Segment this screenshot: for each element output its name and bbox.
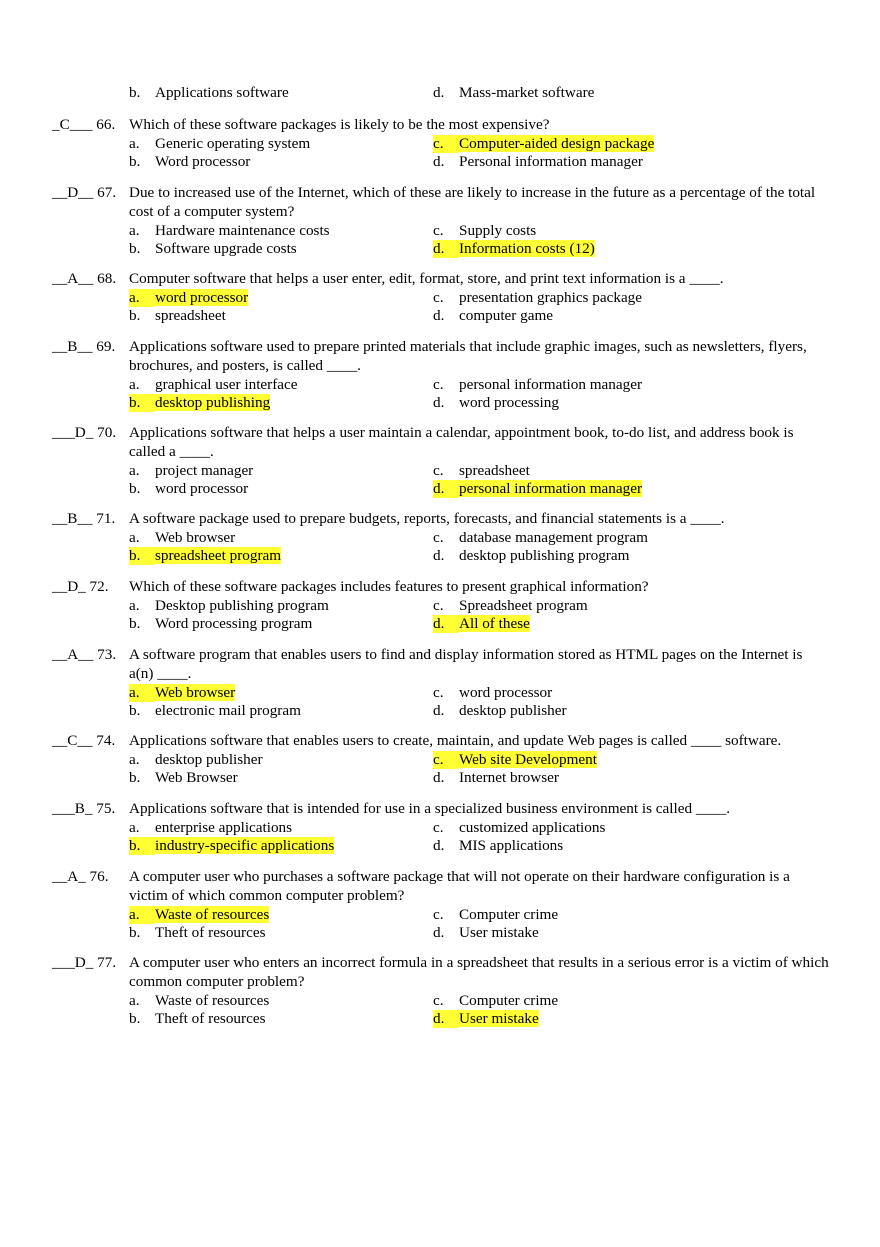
option-letter: b. (129, 615, 141, 632)
question-stem: Applications software used to prepare printed materials that include graphic images, such as newsletters, flyers, brochures, and posters, is called ____. (129, 338, 807, 374)
option-text: Theft of resources (155, 1009, 266, 1027)
option-text: Theft of resources (155, 923, 266, 941)
option-a (129, 135, 310, 153)
option-letter: d. (433, 84, 445, 101)
option-a (129, 376, 298, 394)
option-text: word processing (459, 393, 559, 411)
option-letter: a. (129, 529, 140, 546)
option-text: Word processing program (155, 615, 313, 632)
question-stem: A software program that enables users to find and display information stored as HTML pages on the Internet is a(n) ____. (129, 646, 803, 682)
option-a (129, 222, 330, 240)
option-letter: a. (129, 684, 155, 702)
option-c (433, 135, 654, 153)
highlighted-answer: Web site Development (459, 751, 597, 768)
question-stem: A software package used to prepare budgets, reports, forecasts, and financial statements is a ____. (129, 510, 725, 527)
option-d (433, 702, 567, 720)
question-stem: Computer software that helps a user enter, edit, format, store, and print text information is a ____. (129, 270, 724, 287)
option-letter: b. (129, 479, 141, 497)
option-text: Web browser (155, 529, 236, 546)
option-letter: a. (129, 906, 155, 924)
partial-option-d (433, 84, 594, 102)
option-a (129, 289, 248, 307)
option-text: MIS applications (459, 837, 564, 854)
question-stem: Due to increased use of the Internet, which of these are likely to increase in the future as a percentage of the total cost of a computer system? (129, 184, 816, 220)
option-a (129, 462, 253, 480)
option-letter: b. (129, 701, 141, 719)
option-letter: d. (433, 153, 445, 170)
question-answer-number: __D_ 72. (52, 578, 109, 595)
option-letter: c. (433, 905, 444, 923)
option-letter: d. (433, 240, 459, 258)
option-text: Computer crime (459, 991, 559, 1009)
option-b (129, 307, 226, 325)
option-b (129, 153, 250, 171)
option-c (433, 222, 536, 240)
option-d (433, 394, 559, 412)
option-text: computer game (459, 307, 554, 324)
option-text: Mass-market software (459, 84, 595, 101)
option-d (433, 153, 643, 171)
question-stem: Applications software that helps a user maintain a calendar, appointment book, to-do list, and address book is called a ____. (129, 424, 794, 460)
option-text: Hardware maintenance costs (155, 221, 330, 239)
option-d (433, 240, 595, 258)
option-text: Internet browser (459, 769, 559, 786)
option-text: word processor (459, 683, 553, 701)
option-letter: a. (129, 135, 140, 152)
option-a (129, 684, 235, 702)
option-letter: c. (433, 289, 444, 306)
option-letter: d. (433, 1010, 459, 1028)
option-text: Software upgrade costs (155, 239, 297, 257)
question-stem: Which of these software packages is likely to be the most expensive? (129, 116, 550, 133)
option-d (433, 307, 553, 325)
option-letter: d. (433, 615, 459, 633)
option-b (129, 615, 312, 633)
question-answer-number: __A__ 73. (52, 646, 117, 663)
question-answer-number: ___B_ 75. (52, 800, 116, 817)
option-letter: c. (433, 529, 444, 546)
option-letter: d. (433, 393, 445, 411)
option-c (433, 597, 588, 615)
option-text: Web Browser (155, 769, 238, 786)
question-answer-number: __D__ 67. (52, 184, 117, 201)
option-text: electronic mail program (155, 701, 301, 719)
option-letter: b. (129, 394, 155, 412)
option-text: desktop publisher (459, 701, 567, 719)
highlighted-answer: Computer-aided design package (459, 135, 655, 152)
highlighted-answer: word processor (155, 289, 249, 306)
option-letter: a. (129, 375, 140, 393)
option-letter: b. (129, 923, 141, 941)
option-letter: d. (433, 480, 459, 498)
option-text: Word processor (155, 153, 251, 170)
question-answer-number: ___D_ 77. (52, 954, 117, 971)
option-b (129, 924, 265, 942)
option-text: project manager (155, 461, 254, 479)
highlighted-answer: Information costs (12) (459, 239, 595, 257)
option-letter: b. (129, 1009, 141, 1027)
question-answer-number: __B__ 71. (52, 510, 116, 527)
option-d (433, 1010, 539, 1028)
option-text: Personal information manager (459, 153, 643, 170)
option-text: User mistake (459, 923, 539, 941)
option-text: Desktop publishing program (155, 597, 329, 614)
option-text: graphical user interface (155, 375, 298, 393)
option-text: spreadsheet (459, 461, 530, 479)
highlighted-answer: spreadsheet program (155, 547, 282, 564)
option-letter: c. (433, 819, 444, 836)
option-d (433, 837, 563, 855)
highlighted-answer: User mistake (459, 1009, 539, 1027)
question-stem: Applications software that is intended for use in a specialized business environment is called ____. (129, 800, 731, 817)
question-answer-number: __B__ 69. (52, 338, 116, 355)
option-c (433, 751, 597, 769)
option-a (129, 906, 269, 924)
option-a (129, 751, 263, 769)
option-letter: a. (129, 751, 140, 768)
option-b (129, 547, 281, 565)
option-letter: c. (433, 991, 444, 1009)
option-letter: a. (129, 461, 140, 479)
option-letter: c. (433, 597, 444, 614)
highlighted-answer: Web browser (155, 683, 236, 701)
option-a (129, 992, 269, 1010)
option-a (129, 819, 292, 837)
option-text: desktop publishing program (459, 547, 630, 564)
option-text: desktop publisher (155, 751, 263, 768)
option-b (129, 240, 297, 258)
option-letter: b. (129, 837, 155, 855)
option-letter: b. (129, 547, 155, 565)
option-b (129, 702, 301, 720)
option-b (129, 480, 248, 498)
option-letter: b. (129, 769, 141, 786)
option-b (129, 837, 334, 855)
option-letter: d. (433, 837, 445, 854)
option-c (433, 289, 642, 307)
highlighted-answer: industry-specific applications (155, 837, 335, 854)
question-answer-number: __A__ 68. (52, 270, 117, 287)
option-c (433, 376, 642, 394)
question-stem: Applications software that enables users to create, maintain, and update Web pages is called ____ software. (129, 732, 782, 749)
option-letter: c. (433, 221, 444, 239)
option-letter: a. (129, 597, 140, 614)
option-text: database management program (459, 529, 648, 546)
option-letter: a. (129, 991, 140, 1009)
option-letter: a. (129, 221, 140, 239)
option-text: customized applications (459, 819, 606, 836)
option-text: enterprise applications (155, 819, 293, 836)
option-letter: b. (129, 153, 141, 170)
partial-option-b (129, 84, 289, 102)
highlighted-answer: desktop publishing (155, 393, 271, 411)
option-letter: c. (433, 461, 444, 479)
question-answer-number: __C__ 74. (52, 732, 116, 749)
option-b (129, 1010, 265, 1028)
question-answer-number: __A_ 76. (52, 868, 109, 885)
option-d (433, 480, 642, 498)
option-text: Spreadsheet program (459, 597, 588, 614)
highlighted-answer: personal information manager (459, 479, 643, 497)
question-stem: A computer user who purchases a software package that will not operate on their hardware configuration is a victim of which common computer problem? (129, 868, 790, 904)
option-d (433, 769, 559, 787)
option-letter: d. (433, 547, 445, 564)
option-b (129, 394, 270, 412)
question-answer-number: ___D_ 70. (52, 424, 117, 441)
option-letter: a. (129, 289, 155, 307)
highlighted-answer: Waste of resources (155, 905, 270, 923)
option-a (129, 529, 235, 547)
option-letter: a. (129, 819, 140, 836)
option-text: Waste of resources (155, 991, 270, 1009)
option-c (433, 819, 605, 837)
option-letter: b. (129, 239, 141, 257)
option-b (129, 769, 238, 787)
option-letter: d. (433, 701, 445, 719)
option-text: Generic operating system (155, 135, 311, 152)
option-text: spreadsheet (155, 307, 226, 324)
option-letter: b. (129, 307, 141, 324)
option-c (433, 684, 552, 702)
question-answer-number: _C___ 66. (52, 116, 116, 133)
option-text: presentation graphics package (459, 289, 643, 306)
option-c (433, 462, 530, 480)
option-c (433, 992, 558, 1010)
option-d (433, 924, 539, 942)
question-stem: Which of these software packages includes features to present graphical information? (129, 578, 649, 595)
option-text: Applications software (155, 84, 289, 101)
option-text: Computer crime (459, 905, 559, 923)
option-d (433, 615, 530, 633)
option-letter: c. (433, 135, 459, 153)
option-a (129, 597, 329, 615)
option-letter: c. (433, 375, 444, 393)
question-stem: A computer user who enters an incorrect formula in a spreadsheet that results in a serious error is a victim of which common computer problem? (129, 954, 829, 990)
option-text: Supply costs (459, 221, 537, 239)
option-text: word processor (155, 479, 249, 497)
option-c (433, 906, 558, 924)
option-letter: b. (129, 84, 141, 101)
option-letter: d. (433, 307, 445, 324)
option-c (433, 529, 648, 547)
highlighted-answer: All of these (459, 615, 530, 632)
option-letter: c. (433, 683, 444, 701)
option-d (433, 547, 629, 565)
option-text: personal information manager (459, 375, 643, 393)
option-letter: d. (433, 769, 445, 786)
option-letter: c. (433, 751, 459, 769)
option-letter: d. (433, 923, 445, 941)
